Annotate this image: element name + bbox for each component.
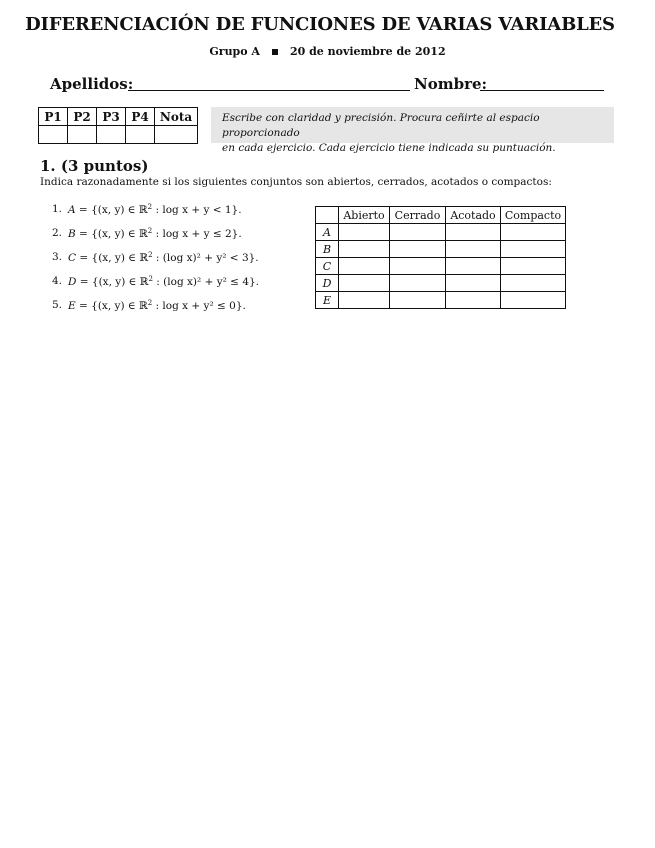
set-list [52, 203, 259, 323]
square-bullet-icon [272, 49, 278, 55]
answer-row-label: B [316, 241, 339, 258]
answer-cell[interactable] [339, 292, 390, 309]
student-name-row [50, 75, 610, 95]
item-number: 3. [52, 251, 63, 263]
list-item [52, 227, 259, 251]
answer-cell[interactable] [501, 241, 566, 258]
grade-cell-p1[interactable] [39, 126, 68, 144]
set-definition: C = {(x, y) ∈ ℝ$^2$ : (log x)² + y² < 3}. [68, 251, 259, 264]
list-item [52, 203, 259, 227]
answer-cell[interactable] [446, 292, 501, 309]
answer-cell[interactable] [446, 258, 501, 275]
answer-cell[interactable] [390, 224, 446, 241]
exercise-1-prompt: Indica razonadamente si los siguientes conjuntos son abiertos, cerrados, acotados o compactos: [40, 176, 552, 188]
answer-cell[interactable] [501, 275, 566, 292]
item-number: 2. [52, 227, 63, 239]
grade-header-p1: P1 [39, 108, 68, 126]
grade-cell-p3[interactable] [97, 126, 126, 144]
list-item [52, 251, 259, 275]
table-row [316, 258, 566, 275]
grade-header-p2: P2 [68, 108, 97, 126]
set-definition: E = {(x, y) ∈ ℝ$^2$ : log x + y² ≤ 0}. [68, 299, 246, 312]
answer-cell[interactable] [339, 258, 390, 275]
answer-col-acotado: Acotado [446, 207, 501, 224]
answer-corner-cell [316, 207, 339, 224]
answer-cell[interactable] [501, 258, 566, 275]
name-label: Nombre: [414, 75, 488, 93]
answer-cell[interactable] [501, 224, 566, 241]
table-row [316, 241, 566, 258]
exam-subtitle [0, 45, 655, 58]
answer-cell[interactable] [339, 241, 390, 258]
answer-cell[interactable] [390, 292, 446, 309]
answer-cell[interactable] [339, 275, 390, 292]
answer-cell[interactable] [390, 258, 446, 275]
grade-header-p4: P4 [126, 108, 155, 126]
grade-cell-p2[interactable] [68, 126, 97, 144]
grade-header-nota: Nota [155, 108, 198, 126]
answer-row-label: C [316, 258, 339, 275]
surname-label: Apellidos: [50, 75, 134, 93]
answer-table [315, 206, 566, 309]
exercise-1-heading: 1. (3 puntos) [40, 157, 149, 175]
item-number: 5. [52, 299, 63, 311]
table-row [316, 275, 566, 292]
name-field[interactable] [480, 90, 604, 91]
answer-cell[interactable] [446, 275, 501, 292]
set-definition: D = {(x, y) ∈ ℝ$^2$ : (log x)² + y² ≤ 4}. [68, 275, 260, 288]
instructions-line-2: en cada ejercicio. Cada ejercicio tiene indicada su puntuación. [222, 142, 556, 154]
set-definition: B = {(x, y) ∈ ℝ$^2$ : log x + y ≤ 2}. [68, 227, 242, 240]
grades-table [38, 107, 198, 144]
answer-row-label: E [316, 292, 339, 309]
answer-cell[interactable] [390, 275, 446, 292]
list-item [52, 275, 259, 299]
grades-value-row [39, 126, 198, 144]
page-title: DIFERENCIACIÓN DE FUNCIONES DE VARIAS VARIABLES [25, 14, 615, 35]
set-definition: A = {(x, y) ∈ ℝ$^2$ : log x + y < 1}. [68, 203, 242, 216]
instructions-box [211, 107, 614, 154]
grade-cell-nota[interactable] [155, 126, 198, 144]
grades-header-row [39, 108, 198, 126]
answer-col-compacto: Compacto [501, 207, 566, 224]
grade-cell-p4[interactable] [126, 126, 155, 144]
grade-header-p3: P3 [97, 108, 126, 126]
instructions-line-1: Escribe con claridad y precisión. Procura ceñirte al espacio proporcionado [222, 112, 540, 139]
answer-row-label: A [316, 224, 339, 241]
answer-cell[interactable] [446, 241, 501, 258]
answer-cell[interactable] [501, 292, 566, 309]
answer-col-abierto: Abierto [339, 207, 390, 224]
item-number: 1. [52, 203, 63, 215]
answer-col-cerrado: Cerrado [390, 207, 446, 224]
list-item [52, 299, 259, 323]
answer-header-row [316, 207, 566, 224]
item-number: 4. [52, 275, 63, 287]
answer-row-label: D [316, 275, 339, 292]
group-label: Grupo A [209, 45, 260, 58]
exam-date: 20 de noviembre de 2012 [289, 45, 446, 58]
answer-cell[interactable] [339, 224, 390, 241]
answer-cell[interactable] [390, 241, 446, 258]
surname-field[interactable] [128, 90, 410, 91]
table-row [316, 224, 566, 241]
answer-cell[interactable] [446, 224, 501, 241]
table-row [316, 292, 566, 309]
